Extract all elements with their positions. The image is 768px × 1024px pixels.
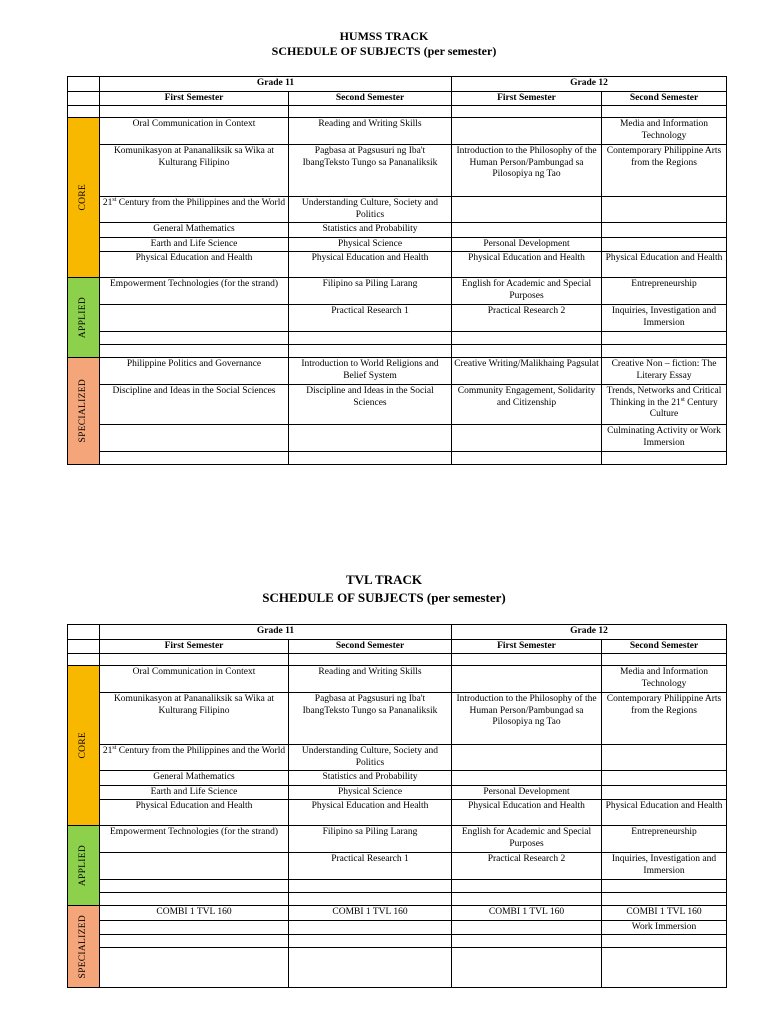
table-cell: Contemporary Philippine Arts from the Regions [602, 693, 727, 745]
table-cell: Statistics and Probability [289, 223, 452, 238]
table-cell: Filipino sa Piling Larang [289, 278, 452, 305]
g12-first-semester-header: First Semester [452, 639, 602, 654]
g11-second-semester-header: Second Semester [289, 91, 452, 106]
table-cell: Personal Development [452, 785, 602, 800]
table-cell: General Mathematics [100, 223, 289, 238]
table-cell: 21st Century from the Philippines and the World [100, 197, 289, 223]
table-cell: Culminating Activity or Work Immersion [602, 425, 727, 452]
table-cell [452, 118, 602, 145]
core-side-label: CORE [68, 666, 100, 826]
table-cell: Introduction to World Religions and Belief System [289, 358, 452, 385]
grade11-header: Grade 11 [100, 77, 452, 92]
table-cell: Introduction to the Philosophy of the Human Person/Pambungad sa Pilosopiya ng Tao [452, 145, 602, 197]
table-cell [452, 771, 602, 786]
applied-side-label: APPLIED [68, 826, 100, 906]
table-cell: Physical Science [289, 237, 452, 252]
table-cell: Physical Education and Health [100, 800, 289, 826]
table-cell: Reading and Writing Skills [289, 118, 452, 145]
table-cell [602, 745, 727, 771]
table-cell: COMBI 1 TVL 160 [289, 906, 452, 921]
table-cell: Practical Research 2 [452, 305, 602, 332]
g11-second-semester-header: Second Semester [289, 639, 452, 654]
table-cell: English for Academic and Special Purposes [452, 826, 602, 853]
table-cell: Contemporary Philippine Arts from the Regions [602, 145, 727, 197]
table-cell: Physical Education and Health [602, 800, 727, 826]
corner-cell [68, 625, 100, 640]
table-cell [452, 425, 602, 452]
table-cell: Trends, Networks and Critical Thinking in the 21st Century Culture [602, 385, 727, 425]
table-cell: Earth and Life Science [100, 237, 289, 252]
table-cell: Komunikasyon at Pananaliksik sa Wika at Kulturang Filipino [100, 693, 289, 745]
specialized-side-label: SPECIALIZED [68, 906, 100, 988]
table-cell: Physical Education and Health [100, 252, 289, 278]
table-cell: COMBI 1 TVL 160 [452, 906, 602, 921]
table-cell: Empowerment Technologies (for the strand) [100, 826, 289, 853]
humss-title: HUMSS TRACK [339, 29, 429, 43]
table-cell: Inquiries, Investigation and Immersion [602, 853, 727, 880]
table-cell: Personal Development [452, 237, 602, 252]
tvl-subtitle: SCHEDULE OF SUBJECTS (per semester) [262, 590, 506, 605]
table-cell: Discipline and Ideas in the Social Sciences [100, 385, 289, 425]
tvl-title: TVL TRACK [346, 572, 422, 587]
grade12-header: Grade 12 [452, 625, 727, 640]
table-cell: Discipline and Ideas in the Social Sciences [289, 385, 452, 425]
table-cell [100, 305, 289, 332]
humss-schedule-table [67, 76, 727, 465]
table-cell: Physical Education and Health [289, 252, 452, 278]
table-cell: Pagbasa at Pagsusuri ng Iba't IbangTeksto Tungo sa Pananaliksik [289, 693, 452, 745]
table-cell: Filipino sa Piling Larang [289, 826, 452, 853]
table-cell: Understanding Culture, Society and Politics [289, 745, 452, 771]
core-side-label: CORE [68, 118, 100, 278]
specialized-side-label: SPECIALIZED [68, 358, 100, 465]
table-cell [452, 223, 602, 238]
table-cell: Statistics and Probability [289, 771, 452, 786]
table-cell: Practical Research 1 [289, 305, 452, 332]
table-cell [100, 425, 289, 452]
table-cell [602, 237, 727, 252]
table-cell [452, 920, 602, 935]
table-cell: Physical Education and Health [602, 252, 727, 278]
table-cell: Creative Non – fiction: The Literary Essay [602, 358, 727, 385]
table-cell [100, 920, 289, 935]
table-cell: Physical Education and Health [289, 800, 452, 826]
table-cell: Introduction to the Philosophy of the Human Person/Pambungad sa Pilosopiya ng Tao [452, 693, 602, 745]
table-cell [100, 853, 289, 880]
table-cell: Philippine Politics and Governance [100, 358, 289, 385]
table-cell: Komunikasyon at Pananaliksik sa Wika at Kulturang Filipino [100, 145, 289, 197]
table-cell: Entrepreneurship [602, 278, 727, 305]
g12-first-semester-header: First Semester [452, 91, 602, 106]
table-cell: Empowerment Technologies (for the strand) [100, 278, 289, 305]
table-cell: Media and Information Technology [602, 666, 727, 693]
table-cell: Reading and Writing Skills [289, 666, 452, 693]
table-cell: Pagbasa at Pagsusuri ng Iba't IbangTeksto Tungo sa Pananaliksik [289, 145, 452, 197]
tvl-schedule-table [67, 624, 727, 988]
table-cell: Work Immersion [602, 920, 727, 935]
table-cell [452, 666, 602, 693]
grade12-header: Grade 12 [452, 77, 727, 92]
table-cell [602, 785, 727, 800]
table-cell: 21st Century from the Philippines and the World [100, 745, 289, 771]
table-cell: Inquiries, Investigation and Immersion [602, 305, 727, 332]
table-cell: Physical Education and Health [452, 252, 602, 278]
table-cell: Physical Science [289, 785, 452, 800]
table-cell: English for Academic and Special Purposes [452, 278, 602, 305]
table-cell: Practical Research 1 [289, 853, 452, 880]
table-cell: Media and Information Technology [602, 118, 727, 145]
table-cell: Community Engagement, Solidarity and Citizenship [452, 385, 602, 425]
table-cell [289, 425, 452, 452]
table-cell [452, 745, 602, 771]
table-cell: Entrepreneurship [602, 826, 727, 853]
table-cell: General Mathematics [100, 771, 289, 786]
g12-second-semester-header: Second Semester [602, 91, 727, 106]
table-cell: Creative Writing/Malikhaing Pagsulat [452, 358, 602, 385]
grade11-header: Grade 11 [100, 625, 452, 640]
table-cell [602, 771, 727, 786]
table-cell: Physical Education and Health [452, 800, 602, 826]
corner-cell [68, 91, 100, 106]
table-cell: Oral Communication in Context [100, 118, 289, 145]
humss-subtitle: SCHEDULE OF SUBJECTS (per semester) [271, 44, 497, 58]
table-cell: COMBI 1 TVL 160 [100, 906, 289, 921]
table-cell [452, 197, 602, 223]
table-cell: Oral Communication in Context [100, 666, 289, 693]
table-cell: Understanding Culture, Society and Politics [289, 197, 452, 223]
table-cell: COMBI 1 TVL 160 [602, 906, 727, 921]
corner-cell [68, 639, 100, 654]
corner-cell [68, 77, 100, 92]
table-cell: Earth and Life Science [100, 785, 289, 800]
table-cell [602, 197, 727, 223]
g12-second-semester-header: Second Semester [602, 639, 727, 654]
g11-first-semester-header: First Semester [100, 639, 289, 654]
applied-side-label: APPLIED [68, 278, 100, 358]
g11-first-semester-header: First Semester [100, 91, 289, 106]
table-cell: Practical Research 2 [452, 853, 602, 880]
table-cell [602, 223, 727, 238]
table-cell [289, 920, 452, 935]
